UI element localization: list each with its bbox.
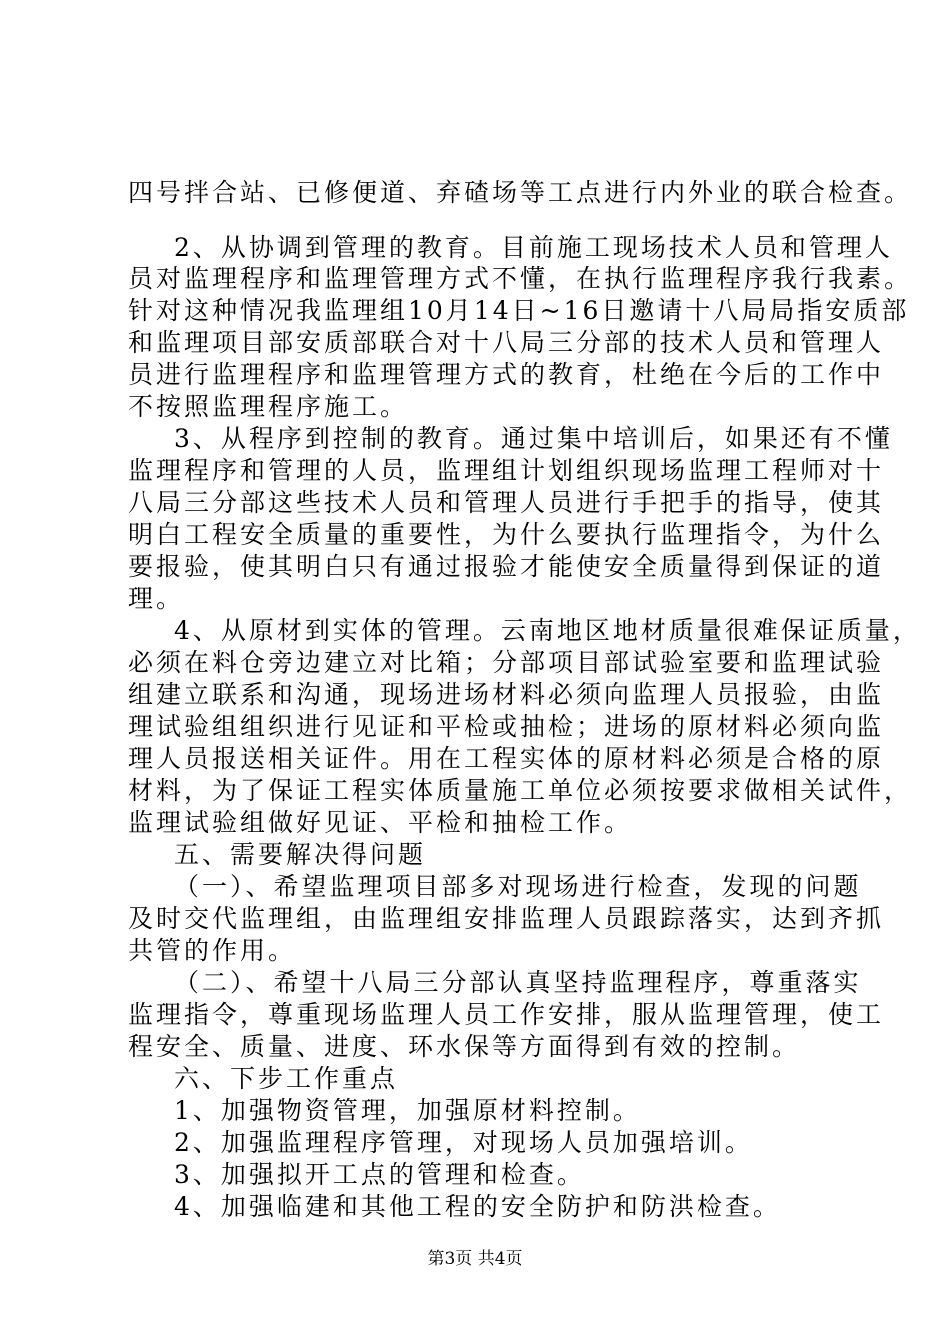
- text-line: 组建立联系和沟通，现场进场材料必须向监理人员报验，由监: [128, 680, 885, 709]
- list-item: 3、加强拟开工点的管理和检查。: [174, 1160, 585, 1189]
- text-line: 要报验，使其明白只有通过报验才能使安全质量得到保证的道: [128, 552, 885, 581]
- text-line: 理人员报送相关证件。用在工程实体的原材料必须是合格的原: [128, 744, 885, 773]
- text-line: 员对监理程序和监理管理方式不懂，在执行监理程序我行我素。: [128, 264, 913, 293]
- section-heading: 六、下步工作重点: [174, 1064, 399, 1093]
- text-line: 3、从程序到控制的教育。通过集中培训后，如果还有不懂: [174, 424, 893, 453]
- text-line: 不按照监理程序施工。: [128, 392, 409, 421]
- list-item: 1、加强物资管理，加强原材料控制。: [174, 1096, 641, 1125]
- text-line: 监理程序和管理的人员，监理组计划组织现场监理工程师对十: [128, 456, 885, 485]
- list-item: 2、加强监理程序管理，对现场人员加强培训。: [174, 1128, 753, 1157]
- text-line: 和监理项目部安质部联合对十八局三分部的技术人员和管理人: [128, 328, 885, 357]
- text-line: 针对这种情况我监理组10月14日~16日邀请十八局局指安质部: [128, 296, 910, 325]
- text-line: 理。: [128, 584, 185, 613]
- text-line: 八局三分部这些技术人员和管理人员进行手把手的指导，使其: [128, 488, 885, 517]
- section-heading: 五、需要解决得问题: [174, 840, 427, 869]
- list-item: 4、加强临建和其他工程的安全防护和防洪检查。: [174, 1192, 781, 1221]
- text-line: 员进行监理程序和监理管理方式的教育，杜绝在今后的工作中: [128, 360, 885, 389]
- page-number-footer: 第3页 共4页: [427, 1249, 523, 1269]
- text-line: 共管的作用。: [128, 936, 297, 965]
- text-line: 4、从原材到实体的管理。云南地区地材质量很难保证质量，: [174, 616, 921, 645]
- text-line: 2、从协调到管理的教育。目前施工现场技术人员和管理人: [174, 233, 893, 262]
- text-line: 必须在料仓旁边建立对比箱；分部项目部试验室要和监理试验: [128, 648, 885, 677]
- text-line: （二）、希望十八局三分部认真坚持监理程序，尊重落实: [174, 968, 862, 997]
- text-line: 监理指令，尊重现场监理人员工作安排，服从监理管理，使工: [128, 1000, 885, 1029]
- text-line: 及时交代监理组，由监理组安排监理人员跟踪落实，达到齐抓: [128, 904, 885, 933]
- text-line: 明白工程安全质量的重要性，为什么要执行监理指令，为什么: [128, 520, 885, 549]
- text-line: （一）、希望监理项目部多对现场进行检查，发现的问题: [174, 872, 862, 901]
- text-line: 程安全、质量、进度、环水保等方面得到有效的控制。: [128, 1032, 801, 1061]
- text-line: 监理试验组做好见证、平检和抽检工作。: [128, 808, 633, 837]
- text-line: 四号拌合站、已修便道、弃碴场等工点进行内外业的联合检查。: [128, 178, 913, 207]
- text-line: 理试验组组织进行见证和平检或抽检；进场的原材料必须向监: [128, 712, 885, 741]
- text-line: 材料，为了保证工程实体质量施工单位必须按要求做相关试件，: [128, 776, 913, 805]
